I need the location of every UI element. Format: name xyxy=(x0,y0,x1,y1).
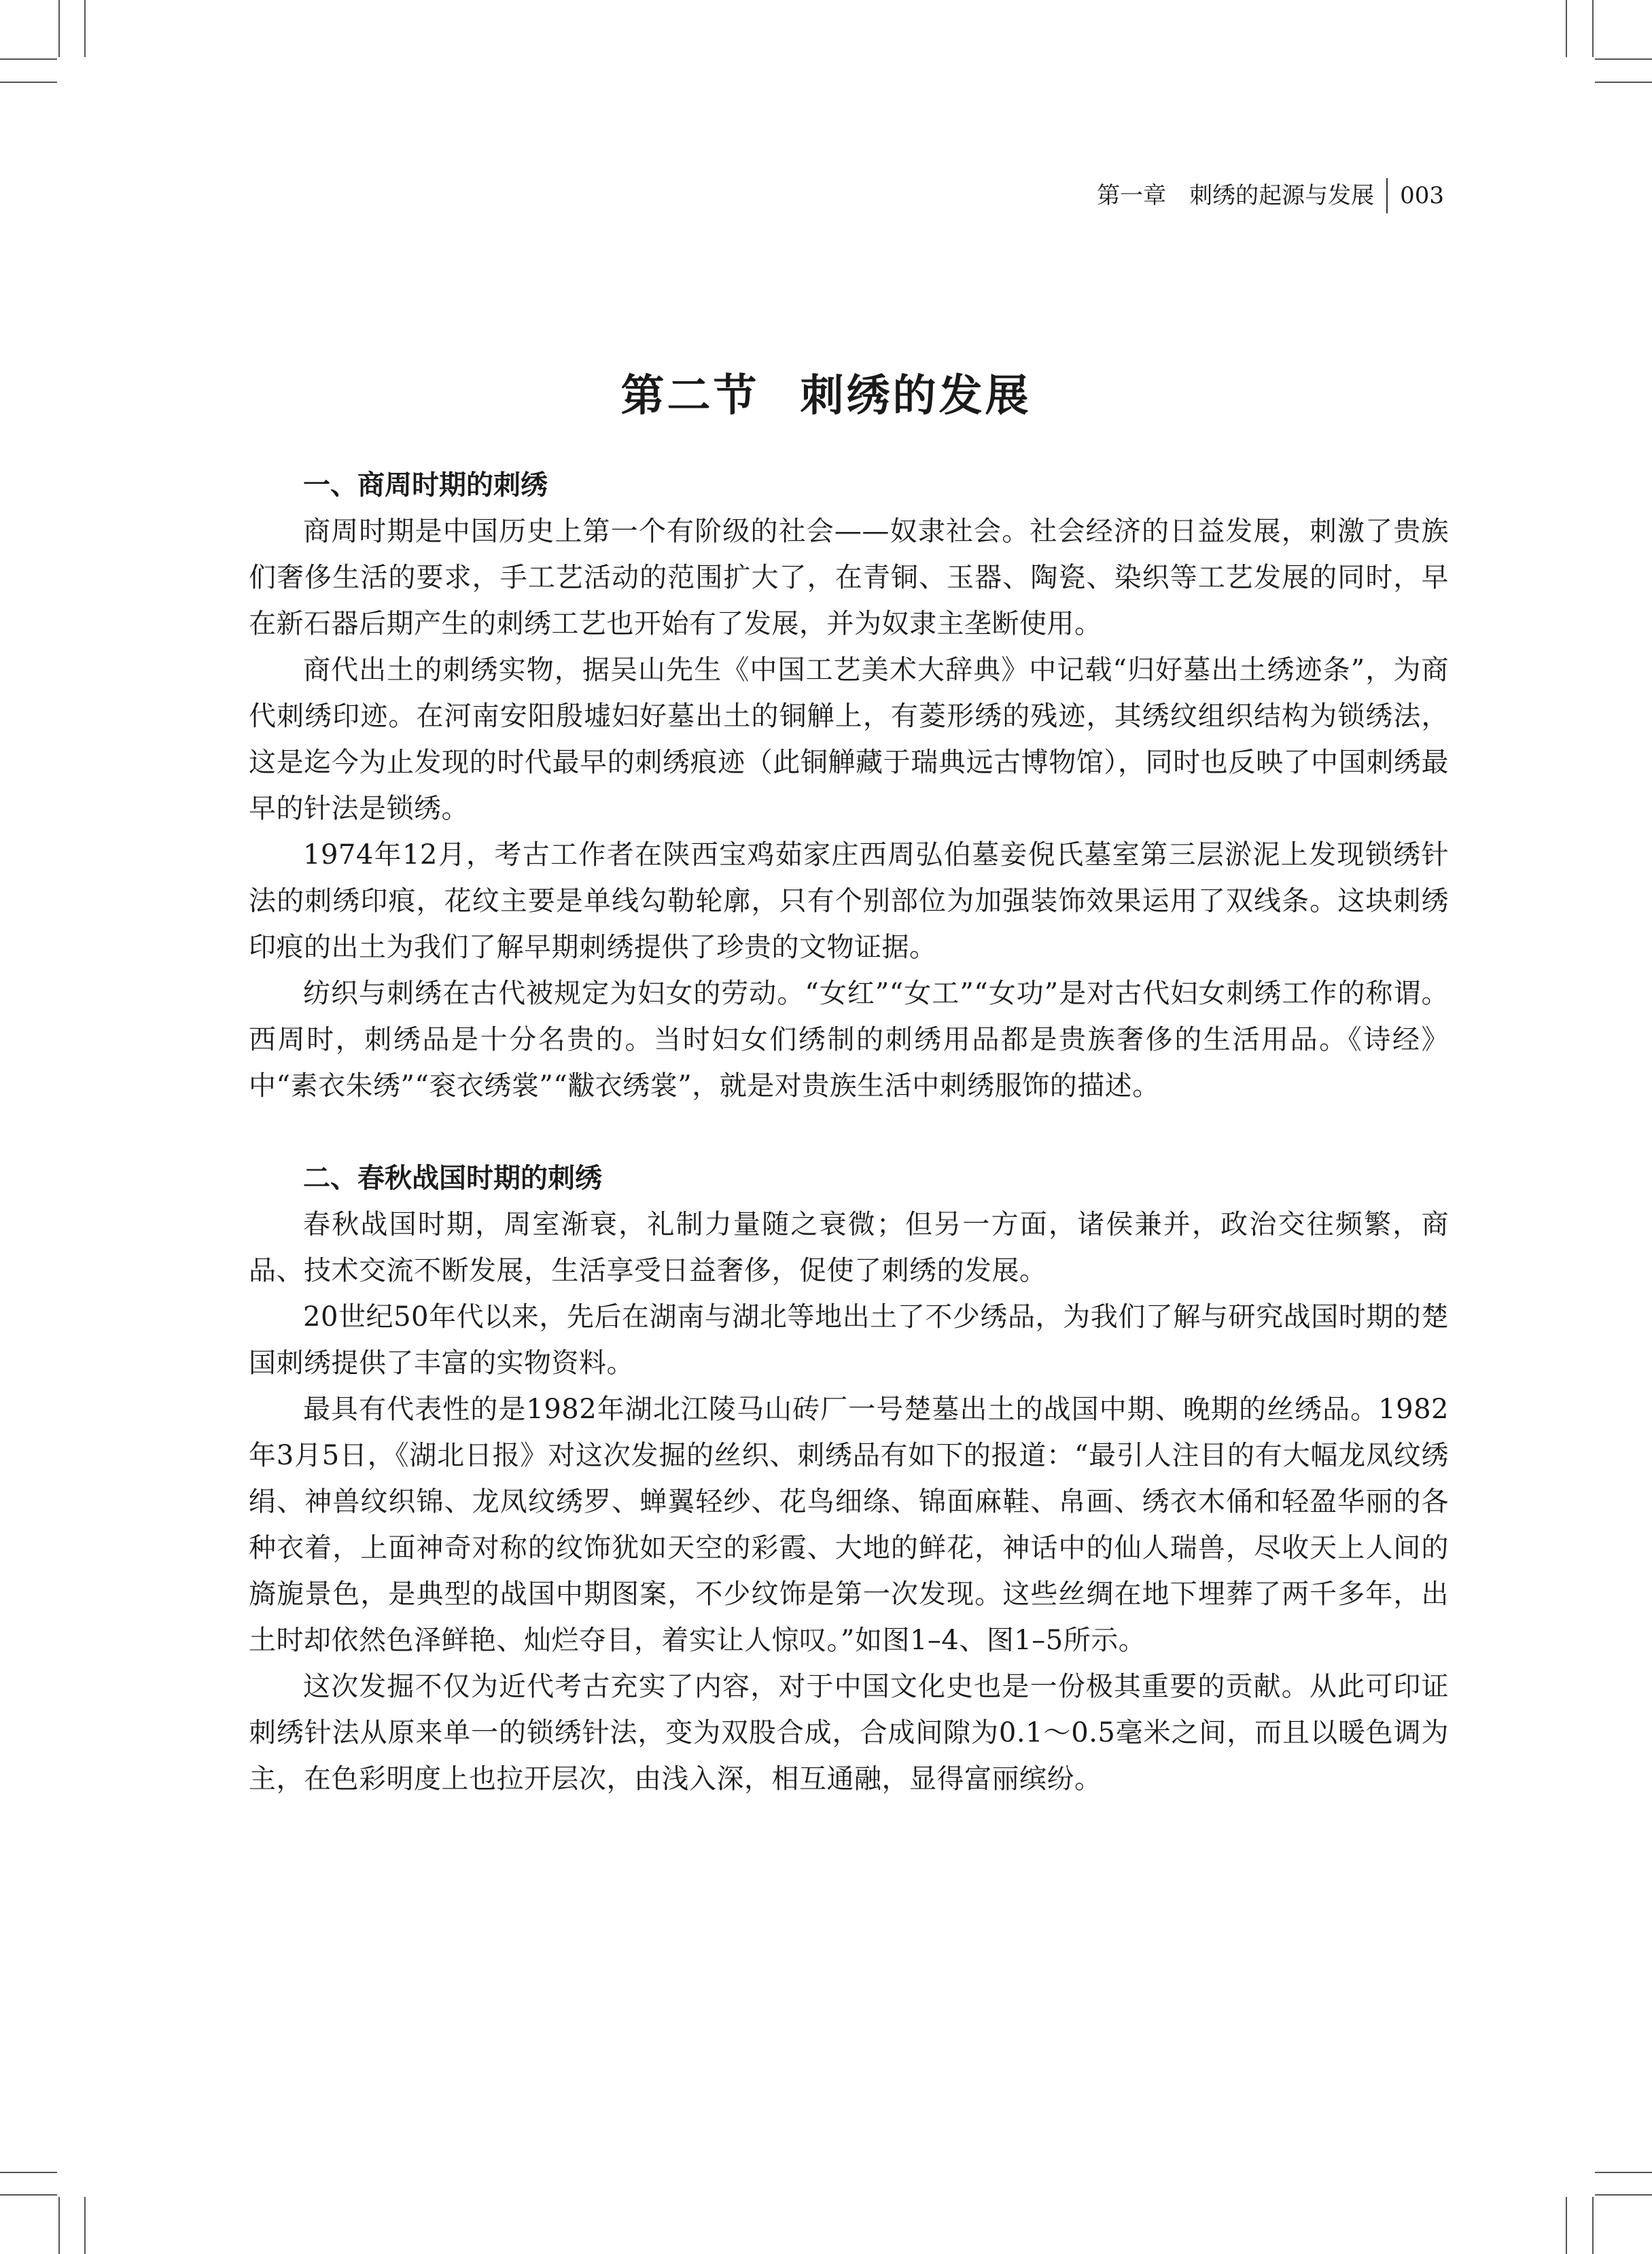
crop-mark xyxy=(58,2197,60,2254)
crop-mark xyxy=(1566,2197,1567,2254)
crop-mark xyxy=(1595,2194,1652,2196)
paragraph: 最具有代表性的是1982年湖北江陵马山砖厂一号楚墓出土的战国中期、晚期的丝绣品。1982年3月5日，《湖北日报》对这次发掘的丝织、刺绣品有如下的报道：“最引人注目的有大幅龙凤纹绣绢、神兽纹织锦、龙凤纹绣罗、蝉翼轻纱、花鸟细绦、锦面麻鞋、帛画、绣衣木俑和轻盈华丽的各种衣着，上面神奇对称的纹饰犹如天空的彩霞、大地的鲜花，神话中的仙人瑞兽，尽收天上人间的旖旎景色，是典型的战国中期图案，不少纹饰是第一次发现。这些丝绸在地下埋葬了两千多年，出土时却依然色泽鲜艳、灿烂夺目，着实让人惊叹。”如图1–4、图1–5所示。 xyxy=(249,1394,1449,1656)
crop-mark xyxy=(0,58,57,60)
subsection-heading: 二、春秋战国时期的刺绣 xyxy=(303,1163,602,1194)
section-number: 第二节 xyxy=(620,370,760,421)
crop-mark xyxy=(1595,82,1652,83)
paragraph: 商周时期是中国历史上第一个有阶级的社会——奴隶社会。社会经济的日益发展，刺激了贵族们奢侈生活的要求，手工艺活动的范围扩大了，在青铜、玉器、陶瓷、染织等工艺发展的同时，早在新石器后期产生的刺绣工艺也开始有了发展，并为奴隶主垄断使用。 xyxy=(249,516,1449,639)
paragraph: 20世纪50年代以来，先后在湖南与湖北等地出土了不少绣品，为我们了解与研究战国时期的楚国刺绣提供了丰富的实物资料。 xyxy=(249,1301,1449,1379)
section-name: 刺绣的发展 xyxy=(800,370,1032,421)
subsection-heading: 一、商周时期的刺绣 xyxy=(303,470,548,501)
crop-mark xyxy=(84,0,86,57)
crop-mark xyxy=(84,2197,86,2254)
crop-mark xyxy=(1592,0,1594,57)
paragraph: 纺织与刺绣在古代被规定为妇女的劳动。“女红”“女工”“女功”是对古代妇女刺绣工作的称谓。西周时，刺绣品是十分名贵的。当时妇女们绣制的刺绣用品都是贵族奢侈的生活用品。《诗经》中“素衣朱绣”“衮衣绣裳”“黻衣绣裳”，就是对贵族生活中刺绣服饰的描述。 xyxy=(249,978,1449,1102)
header-divider xyxy=(1386,178,1388,213)
paragraph: 商代出土的刺绣实物，据吴山先生《中国工艺美术大辞典》中记载“归好墓出土绣迹条”，为商代刺绣印迹。在河南安阳殷墟妇好墓出土的铜觯上，有菱形绣的残迹，其绣纹组织结构为锁绣法，这是迄今为止发现的时代最早的刺绣痕迹（此铜觯藏于瑞典远古博物馆），同时也反映了中国刺绣最早的针法是锁绣。 xyxy=(249,654,1449,824)
section-title xyxy=(0,361,1652,423)
paragraph: 这次发掘不仅为近代考古充实了内容，对于中国文化史也是一份极其重要的贡献。从此可印证刺绣针法从原来单一的锁绣针法，变为双股合成，合成间隙为0.1～0.5毫米之间，而且以暖色调为主，在色彩明度上也拉开层次，由浅入深，相互通融，显得富丽缤纷。 xyxy=(249,1671,1449,1795)
crop-mark xyxy=(1595,58,1652,60)
crop-mark xyxy=(1595,2172,1652,2173)
crop-mark xyxy=(1592,2197,1594,2254)
paragraph: 1974年12月，考古工作者在陕西宝鸡茹家庄西周弘伯墓妾倪氏墓室第三层淤泥上发现锁绣针法的刺绣印痕，花纹主要是单线勾勒轮廓，只有个别部位为加强装饰效果运用了双线条。这块刺绣印痕的出土为我们了解早期刺绣提供了珍贵的文物证据。 xyxy=(249,839,1449,963)
crop-mark xyxy=(0,2172,57,2173)
page-number: 003 xyxy=(1400,182,1444,209)
running-header xyxy=(1097,178,1444,213)
paragraph: 春秋战国时期，周室渐衰，礼制力量随之衰微；但另一方面，诸侯兼并，政治交往频繁，商品、技术交流不断发展，生活享受日益奢侈，促使了刺绣的发展。 xyxy=(249,1209,1449,1286)
body-text xyxy=(249,462,1449,1802)
crop-mark xyxy=(0,82,57,83)
crop-mark xyxy=(58,0,60,57)
crop-mark xyxy=(0,2194,57,2196)
chapter-title: 第一章 刺绣的起源与发展 xyxy=(1097,182,1375,209)
crop-mark xyxy=(1566,0,1567,57)
